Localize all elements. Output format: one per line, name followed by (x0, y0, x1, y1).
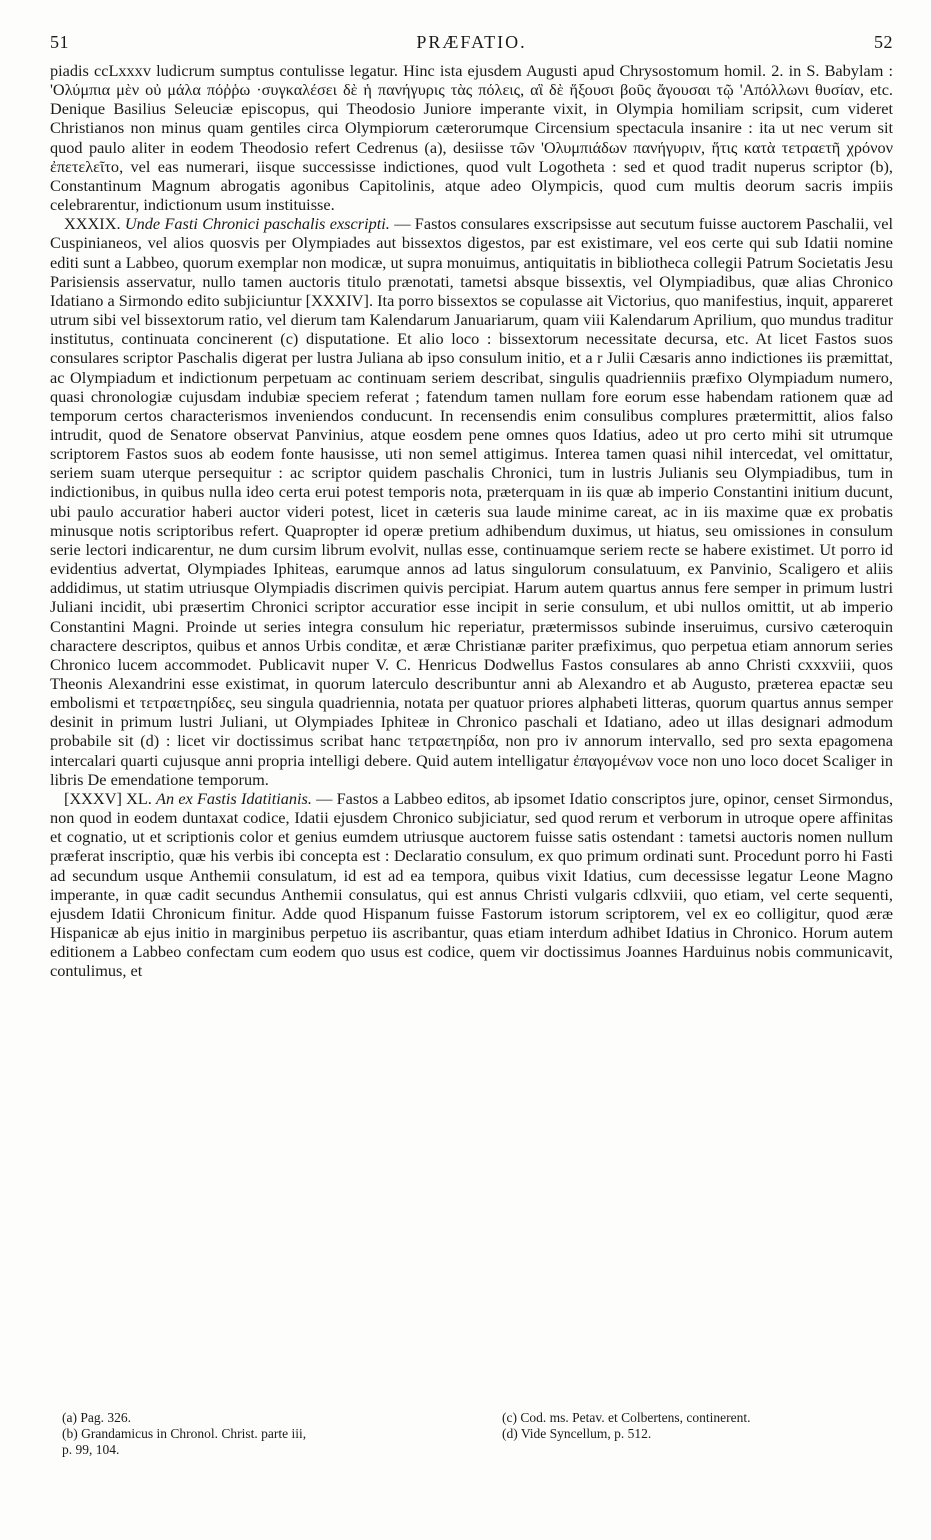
body-text (50, 61, 893, 981)
paragraph-xxxix (50, 214, 893, 789)
footnotes-right-column (502, 1410, 892, 1442)
paragraph-xl (50, 789, 893, 981)
running-title: PRÆFATIO. (416, 32, 527, 52)
footnote-d: (d) Vide Syncellum, p. 512. (502, 1426, 652, 1441)
footnote-b: (b) Grandamicus in Chronol. Christ. parte iii, (62, 1426, 307, 1441)
section-number: XXXIX. (64, 214, 121, 234)
paragraph-text: — Fastos consulares exscripsisse aut secutum fuisse auctorem Paschalii, vel Cuspinianeos, vel alios quosvis per Olympiades aut bissextos digestos, par est existimare, vel eos certe qui sub Idatii nomine editi sunt a Labbeo, quorum exemplar non modicæ, ut supra monuimus, antiquitatis in bibliotheca collegii Patrum Societatis Jesu Parisiensis asservatur, nullo tamen auctoris titulo prænotati, tametsi absque bissextis, vel Olympiadibus, quæ alias Chronico Idatiano a Sirmondo edito subjiciuntur [XXXIV]. Ita porro bissextos se copulasse ait Victorius, quo manifestius, inquit, appareret utrum sibi vel bissextorum ratio, vel dierum tam Kalendarum Januariarum, quam viii Kalendarum Aprilium, quo mundus traditur institutus, continuata concinerent (c) disputatione. Et alio loco : bissextorum necessitate decursa, etc. At licet Fastos suos consulares scriptor Paschalis digerat per lustra Juliana ab ipso consulum initio, et a r Julii Cæsaris anno indictiones iis præmittat, ac Olympiadum et indictionum perpetuam ac continuam seriem describat, singulis quadrienniis præfixo Olympiadum numero, quasi chronologiæ cujusdam indubiæ speciem referat ; fatendum tamen nullam fore eorum esse habendam rationem quæ ad temporum certos characterismos inveniendos conducunt. In recensendis enim consulibus complures prætermittit, alios falso intrudit, quod de Senatore observat Panvinius, atque eosdem pene omnes quos Idatius, adeo ut pro certo mihi sit utrumque scriptorem Fastos suos ab eodem fonte hausisse, uti non semel attigimus. Interea tamen quasi nihil intercedat, vel omittatur, seriem suam uterque persequitur : ac scriptor quidem paschalis Chronici, tum in lustris Julianis seu Olympiadibus, tum in indictionibus, in quibus nulla ideo certa erui potest temporis nota, præterquam in iis quæ ab imperio Constantini initium ducunt, ubi paulo accuratior haberi auctor videri potest, licet in cæteris sua laude minime careat, ac in iis maxime quæ ex probatis minusque notis scriptoribus refert. Quapropter id operæ pretium adhibendum duximus, ut hiatus, seu omissiones in consulum serie lectori indicarentur, ne dum cursim librum evolvit, nullas esse, continuamque seriem recte se habere existimet. Ut porro id evidentius advertat, Olympiades Iphiteas, earumque annos ad latus singulorum consulatuum, ex Panvinio, Scaligero et aliis addidimus, ut statim utriusque Olympiadis discrimen quivis percipiat. Harum autem quartus annus fere semper in primum lustri Juliani incidit, ubi præsertim Chronici scriptor accuratior esse incipit in serie consulum, et ubi nullos omittit, ut ab imperio Constantini Magni. Proinde ut series integra consulum hic reperiatur, prætermissos subinde inseruimus, cursivo cæteroquin charactere descriptos, quibus et annos Urbis conditæ, et æræ Christianæ pariter præfiximus, quo perpetua etiam annorum series Chronico lucem accommodet. Publicavit nuper V. C. Henricus Dodwellus Fastos consulares ab anno Christi cxxxviii, quos Theonis Alexandrini esse existimat, in quorum laterculo describuntur anni ab Alexandro et ab Augusto, præterea epactæ seu embolismi et τετραετηρίδες, seu singula quadriennia, notata per quatuor priores alphabeti litteras, quorum quartus annus semper desinit in primum lustri Juliani, ut Olympiades Iphiteæ in Chronico paschali et Idatiano, adeo ut illas designari admodum probabile sit (d) : licet vir doctissimus scribat hanc τετραετηρίδα, non pro iv annorum intervallo, sed pro sexta epagomena intercalari quarti cujusque anni propria intelligi debere. Quid autem intelligatur ἐπαγομένων voce non uno loco docet Scaliger in libris De emendatione temporum. (50, 214, 893, 789)
running-head (50, 32, 893, 56)
footnote-b-continued: p. 99, 104. (62, 1442, 120, 1457)
page-number-right: 52 (874, 32, 893, 52)
footnote-a: (a) Pag. 326. (62, 1410, 131, 1425)
section-title: An ex Fastis Idatitianis. (156, 788, 312, 808)
section-title: Unde Fasti Chronici paschalis exscripti. (124, 214, 390, 234)
footnote-c: (c) Cod. ms. Petav. et Colbertens, continerent. (502, 1410, 751, 1425)
paragraph-continued: piadis ccLxxxv ludicrum sumptus contulisse legatur. Hinc ista ejusdem Augusti apud Chrysostomum homil. 2. in S. Babylam : 'Ολύμπια μὲν οὐ μάλα πόῤῥω ·συγκαλέσει δὲ ἡ πανήγυρις τὰς πόλεις, αἳ δὲ ἥξουσι βοῦς ἄγουσαι τῷ 'Απόλλωνι θυσίαν, etc. Denique Basilius Seleuciæ episcopus, qui Theodosio Juniore imperante vixit, in Olympia homiliam scripsit, cum videret Christianos non minus quam gentiles circa Olympiorum cæterorumque Circensium spectacula insanire : ita ut nec verum sit quod paulo aliter in eodem Theodosio refert Cedrenus (a), desiisse τῶν 'Ολυμπιάδων πανήγυριν, ἥτις κατὰ τετραετῆ χρόνον ἐπετελεῖτο, vel eas numerari, iisque successisse indictiones, quod vult Logotheta : sed et quod tradit nuperus scriptor (b), Constantinum Magnum abrogatis agonibus Capitolinis, atque adeo Olympicis, quod cum multis deorum sacris impiis celebrarentur, indictionum usum instituisse. (50, 61, 893, 215)
footnotes-left-column (62, 1410, 482, 1458)
paragraph-text: — Fastos a Labbeo editos, ab ipsomet Idatio conscriptos jure, opinor, censet Sirmondus, non quod in eodem duntaxat codice, Idatii ejusdem Chronico subjiciatur, sed quod rerum et verborum in utroque opere affinitas et cognatio, ut et scriptionis color et genius eumdem utriusque auctorem fuisse satis ostendant : tametsi auctoris nomen nullum præferat inscriptio, quæ his verbis ibi concepta est : Declaratio consulum, ex quo primum ordinati sunt. Procedunt porro hi Fasti ad secundum usque Anthemii consulatum, id est ad ea tempora, quibus vixit Idatius, cum decessisse legatur Leone Magno imperante, in quæ cadit secundus Anthemii consulatus, qui est annus Christi vulgaris cdlxviii, quo etiam, vel certe sequenti, ejusdem Idatii Chronicum finitur. Adde quod Hispanum fuisse Fastorum istorum scriptorem, vel ex eo colligitur, quod æræ Hispanicæ ab ejus initio in marginibus perpetuo iis ascribantur, quas etiam interdum adhibet Idatius in Chronico. Horum autem editionem a Labbeo confectam cum eodem quo usus est codice, quem vir doctissimus Joannes Harduinus nobis communicavit, contulimus, et (50, 788, 894, 981)
section-number: [XXXV] XL. (64, 788, 152, 808)
page-number-left: 51 (50, 32, 69, 52)
